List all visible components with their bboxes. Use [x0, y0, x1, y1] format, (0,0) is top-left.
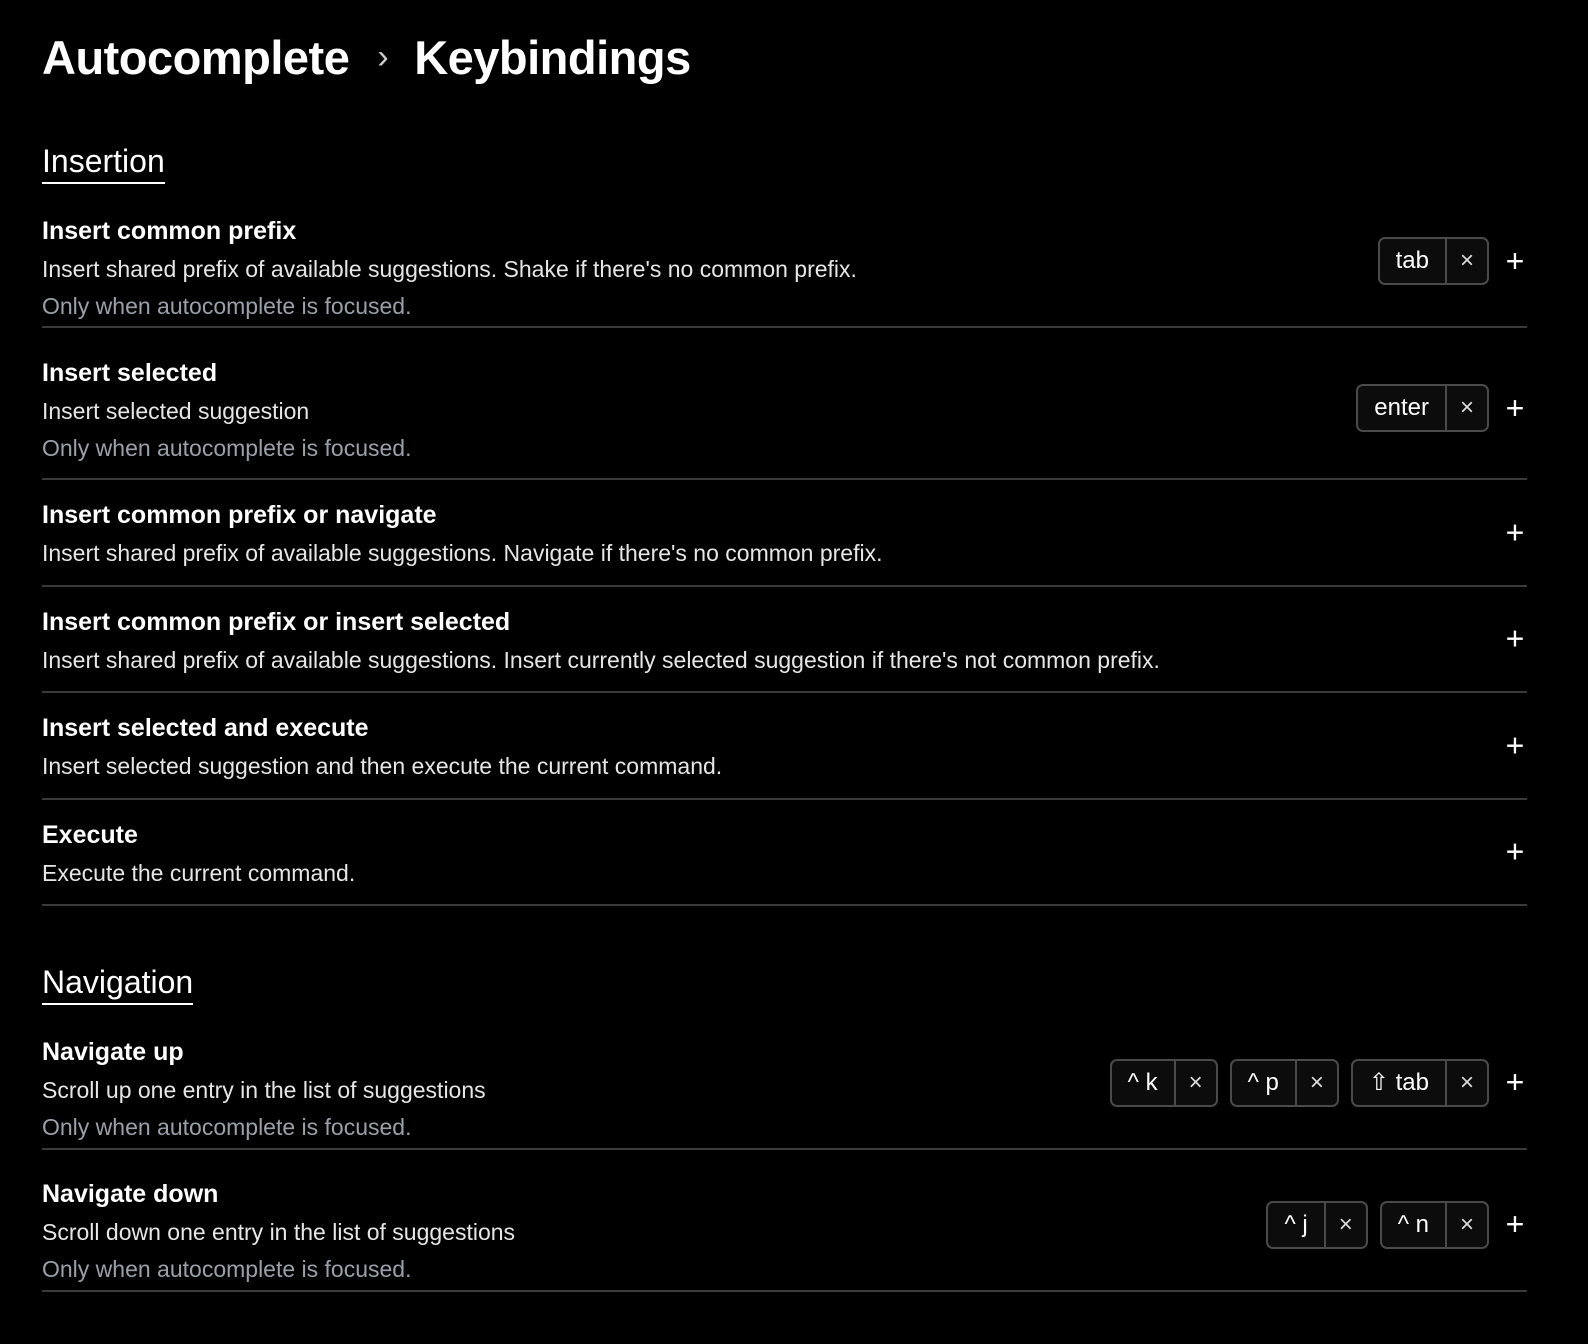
section-heading-navigation: Navigation — [42, 963, 193, 1005]
keybinding-row — [42, 338, 1527, 480]
remove-shortcut-icon[interactable]: × — [1459, 394, 1474, 421]
section-heading-insertion: Insertion — [42, 142, 165, 184]
shortcut-key[interactable]: tab — [1380, 239, 1447, 283]
shortcut-chip[interactable] — [1378, 237, 1489, 285]
breadcrumb-current: Keybindings — [414, 31, 691, 84]
shortcut-chip[interactable] — [1230, 1059, 1339, 1107]
keybinding-description: Scroll up one entry in the list of suggestions — [42, 1077, 486, 1103]
keybinding-title: Navigate up — [42, 1038, 184, 1066]
keybinding-title: Insert selected — [42, 359, 218, 387]
keybinding-title: Insert selected and execute — [42, 714, 369, 742]
keybinding-description: Execute the current command. — [42, 860, 356, 886]
remove-shortcut-icon[interactable]: × — [1459, 1068, 1474, 1096]
shortcut-chip[interactable] — [1356, 384, 1489, 432]
chevron-right-icon: › — [377, 38, 389, 76]
add-shortcut-icon[interactable]: + — [1505, 389, 1525, 426]
keybinding-context: Only when autocomplete is focused. — [42, 435, 412, 461]
remove-shortcut-icon[interactable]: × — [1459, 247, 1474, 274]
shortcut-key[interactable]: ⇧ tab — [1353, 1061, 1447, 1105]
shortcut-key[interactable]: ^ j — [1268, 1203, 1325, 1247]
add-shortcut-icon[interactable]: + — [1505, 242, 1525, 279]
keybinding-shortcuts — [1356, 384, 1527, 432]
shortcut-key[interactable]: ^ k — [1112, 1061, 1176, 1105]
shortcut-chip[interactable] — [1351, 1059, 1489, 1107]
keybinding-context: Only when autocomplete is focused. — [42, 1114, 412, 1140]
shortcut-chip[interactable] — [1266, 1201, 1367, 1249]
keybinding-context: Only when autocomplete is focused. — [42, 1256, 412, 1282]
keybinding-shortcuts — [1110, 1059, 1527, 1107]
keybinding-row — [42, 1017, 1527, 1150]
keybinding-shortcuts — [1501, 727, 1527, 764]
keybinding-context: Only when autocomplete is focused. — [42, 293, 412, 319]
keybinding-row — [42, 800, 1527, 906]
keybinding-shortcuts — [1378, 237, 1527, 285]
keybinding-row — [42, 693, 1527, 800]
keybinding-description: Insert shared prefix of available suggestions. Insert currently selected suggestion if there's not common prefix. — [42, 647, 1160, 673]
shortcut-key[interactable]: enter — [1358, 386, 1447, 430]
keybinding-title: Execute — [42, 821, 138, 849]
add-shortcut-icon[interactable]: + — [1505, 833, 1525, 870]
add-shortcut-icon[interactable]: + — [1505, 620, 1525, 657]
add-shortcut-icon[interactable]: + — [1505, 727, 1525, 763]
breadcrumb — [42, 30, 691, 85]
remove-shortcut-icon[interactable]: × — [1188, 1068, 1203, 1096]
keybinding-description: Insert selected suggestion and then execute the current command. — [42, 753, 723, 779]
keybinding-shortcuts — [1501, 621, 1527, 658]
shortcut-key[interactable]: ^ n — [1382, 1203, 1447, 1247]
keybinding-title: Navigate down — [42, 1180, 219, 1208]
add-shortcut-icon[interactable]: + — [1505, 514, 1525, 550]
shortcut-chip[interactable] — [1380, 1201, 1489, 1249]
remove-shortcut-icon[interactable]: × — [1459, 1210, 1474, 1238]
add-shortcut-icon[interactable]: + — [1505, 1206, 1525, 1242]
breadcrumb-parent[interactable]: Autocomplete — [42, 31, 350, 84]
keybinding-description: Scroll down one entry in the list of suggestions — [42, 1219, 516, 1245]
keybinding-description: Insert shared prefix of available suggestions. Shake if there's no common prefix. — [42, 256, 857, 282]
remove-shortcut-icon[interactable]: × — [1338, 1210, 1353, 1238]
keybinding-title: Insert common prefix or navigate — [42, 501, 437, 529]
keybinding-description: Insert selected suggestion — [42, 398, 310, 424]
keybinding-shortcuts — [1501, 834, 1527, 871]
keybinding-row — [42, 1159, 1527, 1292]
keybinding-row — [42, 196, 1527, 328]
keybinding-shortcuts — [1266, 1201, 1527, 1249]
keybinding-title: Insert common prefix or insert selected — [42, 608, 511, 636]
add-shortcut-icon[interactable]: + — [1505, 1064, 1525, 1100]
keybinding-row — [42, 587, 1527, 693]
shortcut-key[interactable]: ^ p — [1232, 1061, 1297, 1105]
remove-shortcut-icon[interactable]: × — [1309, 1068, 1324, 1096]
keybinding-title: Insert common prefix — [42, 217, 297, 245]
keybinding-shortcuts — [1501, 514, 1527, 551]
shortcut-chip[interactable] — [1110, 1059, 1218, 1107]
keybinding-row — [42, 480, 1527, 587]
keybinding-description: Insert shared prefix of available suggestions. Navigate if there's no common prefix. — [42, 540, 883, 566]
